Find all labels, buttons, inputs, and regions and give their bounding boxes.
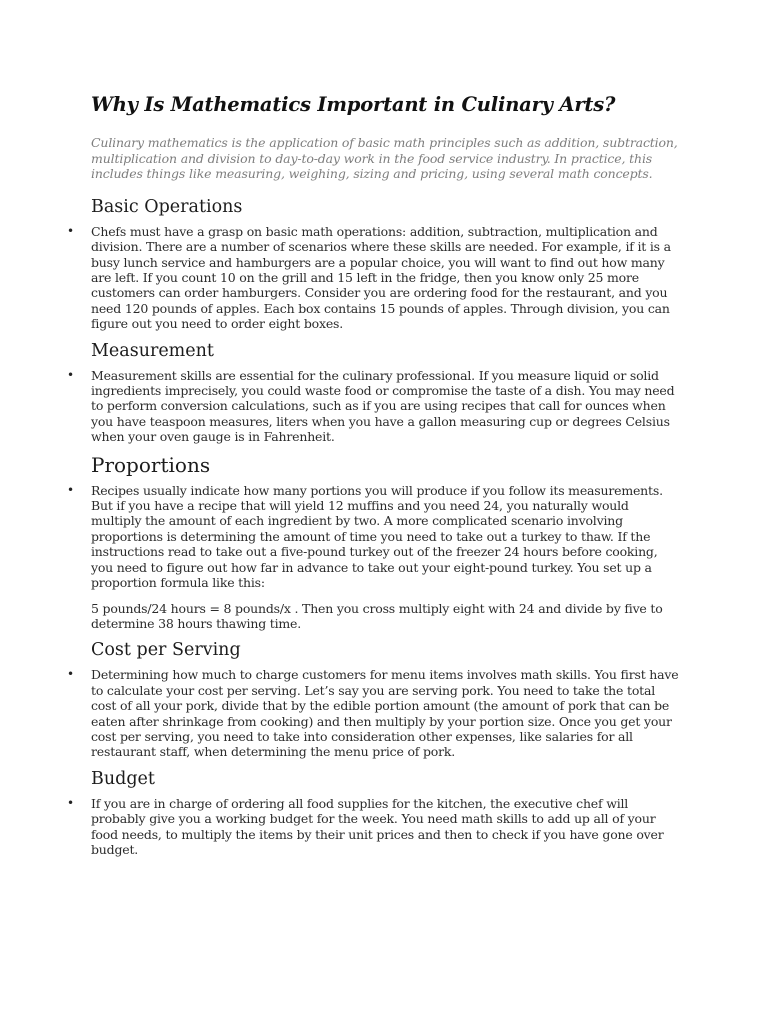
bullet-list [67, 482, 681, 632]
bullet-icon: • [67, 223, 74, 238]
section-heading: Cost per Serving [91, 640, 241, 661]
list-item-text: If you are in charge of ordering all food supplies for the kitchen, the executive chef will probably give you a working budget for the week. You need math skills to add up all of your food needs, to multiply the items by their unit prices and then to check if you have gone over budget. [91, 795, 664, 857]
list-item [67, 795, 681, 858]
page-title: Why Is Mathematics Important in Culinary Arts? [91, 93, 616, 116]
bullet-list [67, 667, 681, 760]
section-budget [67, 766, 681, 858]
section-cost-per-serving [67, 637, 681, 760]
bullet-icon: • [67, 367, 74, 382]
section-measurement [67, 338, 681, 445]
bullet-icon: • [67, 667, 74, 682]
section-heading: Measurement [91, 340, 214, 361]
list-item-text: Recipes usually indicate how many portions you will produce if you follow its measurements. But if you have a recipe that will yield 12 muffins and you need 24, you naturally would multiply the amount of each ingredient by two. A more complicated scenario involving proportions is determining the amount of time you need to take out a turkey to thaw. If the instructions read to take out a five-pound turkey out of the freezer 24 hours before cooking, you need to figure out how far in advance to take out your eight-pound turkey. You set up a proportion formula like this: [91, 482, 663, 591]
bullet-list [67, 223, 681, 332]
list-item [67, 667, 681, 760]
section-basic-operations [67, 194, 681, 332]
bullet-list [67, 795, 681, 858]
list-item-text: Determining how much to charge customers for menu items involves math skills. You first have to calculate your cost per serving. Let’s say you are serving pork. You need to take the total cost of all your pork, divide that by the edible portion amount (the amount of pork that can be eaten after shrinkage from cooking) and then multiply by your portion size. Once you get your cost per serving, you need to take into consideration other expenses, like salaries for all restaurant staff, when determining the menu price of pork. [91, 667, 679, 760]
bullet-icon: • [67, 482, 74, 497]
section-heading: Basic Operations [91, 196, 243, 217]
list-item [67, 367, 681, 445]
bullet-list [67, 367, 681, 445]
list-item [67, 482, 681, 632]
list-item-text: Chefs must have a grasp on basic math operations: addition, subtraction, multiplication and division. There are a number of scenarios where these skills are needed. For example, if it is a busy lunch service and hamburgers are a popular choice, you will want to find out how many are left. If you count 10 on the grill and 15 left in the fridge, then you know only 25 more customers can order hamburgers. Consider you are ordering food for the restaurant, and you need 120 pounds of apples. Each box contains 15 pounds of apples. Through division, you can figure out you need to order eight boxes. [91, 223, 671, 332]
bullet-icon: • [67, 795, 74, 810]
section-proportions [67, 451, 681, 632]
proportion-formula: 5 pounds/24 hours = 8 pounds/x . Then you cross multiply eight with 24 and divide by five to determine 38 hours thawing time. [91, 600, 663, 631]
document-page [67, 92, 681, 863]
section-heading: Proportions [91, 452, 211, 477]
list-item [67, 223, 681, 332]
intro-paragraph: Culinary mathematics is the application of basic math principles such as addition, subtraction, multiplication and division to day-to-day work in the food service industry. In practice, this includes things like measuring, weighing, sizing and pricing, using several math concepts. [91, 135, 678, 182]
list-item-text: Measurement skills are essential for the culinary professional. If you measure liquid or solid ingredients imprecisely, you could waste food or compromise the taste of a dish. You may need to perform conversion calculations, such as if you are using recipes that call for ounces when you have teaspoon measures, liters when you have a gallon measuring cup or degrees Celsius when your oven gauge is in Fahrenheit. [91, 367, 675, 445]
section-heading: Budget [91, 768, 155, 789]
